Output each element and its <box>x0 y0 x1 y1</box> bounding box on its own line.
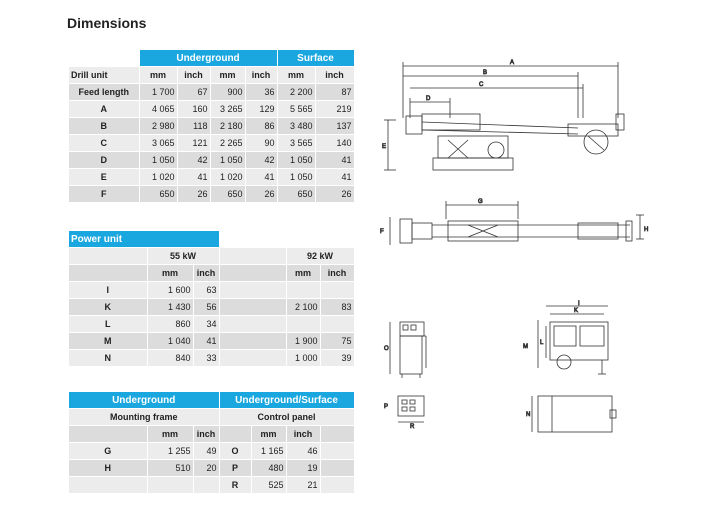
table-cell: 1 165 <box>251 443 286 460</box>
spacer-cell <box>219 333 286 350</box>
row-label: D <box>69 152 139 169</box>
table-cell: 90 <box>245 135 277 152</box>
row-label: G <box>69 443 147 460</box>
table-cell: 83 <box>320 299 354 316</box>
table-cell: 1 050 <box>139 152 177 169</box>
spacer-cell <box>320 443 354 460</box>
page-title: Dimensions <box>67 15 147 31</box>
table-row <box>69 169 354 186</box>
dim-label-n: N <box>526 412 531 418</box>
row-label: E <box>69 169 139 186</box>
row-label: L <box>69 316 147 333</box>
unit-inch: inch <box>320 265 354 282</box>
drill-top-view-drawing <box>378 195 658 255</box>
row-label: F <box>69 186 139 203</box>
unit-mm: mm <box>147 426 193 443</box>
table-cell: 42 <box>177 152 210 169</box>
table-cell: 39 <box>320 350 354 367</box>
table-cell: 2 180 <box>210 118 245 135</box>
table-cell: 1 050 <box>277 152 315 169</box>
table-cell: 860 <box>147 316 193 333</box>
row-label: C <box>69 135 139 152</box>
table-cell: 1 040 <box>147 333 193 350</box>
table-cell: 137 <box>315 118 354 135</box>
dim-label-o: O <box>384 346 389 352</box>
dim-label-e: E <box>382 144 387 150</box>
table-cell: 2 200 <box>277 84 315 101</box>
unit-inch: inch <box>286 426 320 443</box>
table-cell: 650 <box>210 186 245 203</box>
table-row <box>69 316 354 333</box>
dim-label-k: K <box>574 308 579 314</box>
spacer-cell <box>320 477 354 494</box>
table-row <box>69 186 354 203</box>
power-unit-front-drawing <box>518 300 628 380</box>
spacer-cell <box>320 460 354 477</box>
table-cell: 650 <box>277 186 315 203</box>
unit-inch: inch <box>193 426 219 443</box>
dim-label-c: C <box>479 82 484 88</box>
power-unit-top-drawing <box>518 392 628 438</box>
table3-group-header <box>69 392 354 409</box>
control-panel-top-drawing <box>382 390 432 430</box>
table-cell: 86 <box>245 118 277 135</box>
table-cell: 3 065 <box>139 135 177 152</box>
table-cell: 41 <box>315 152 354 169</box>
table-cell: 21 <box>286 477 320 494</box>
dim-label-a: A <box>510 60 515 66</box>
table-cell: 140 <box>315 135 354 152</box>
table-cell: 4 065 <box>139 101 177 118</box>
row-label: M <box>69 333 147 350</box>
table-cell <box>147 477 193 494</box>
table-cell: 42 <box>245 152 277 169</box>
table-row <box>69 101 354 118</box>
table-cell: 5 565 <box>277 101 315 118</box>
dim-label-r: R <box>410 424 415 430</box>
table-cell: 118 <box>177 118 210 135</box>
unit-header: inch <box>245 67 277 84</box>
group-underground-surface: Underground/Surface <box>219 392 354 409</box>
dim-label-g: G <box>478 199 483 205</box>
unit-header: inch <box>315 67 354 84</box>
table-row <box>69 118 354 135</box>
row-label: R <box>219 477 251 494</box>
sub-control-panel: Control panel <box>219 409 354 426</box>
table-row <box>69 443 354 460</box>
table-cell: 56 <box>193 299 219 316</box>
row-label: Drill unit <box>69 67 139 84</box>
spacer-cell <box>219 282 286 299</box>
table-cell: 26 <box>315 186 354 203</box>
table-cell: 1 020 <box>139 169 177 186</box>
table-cell: 2 100 <box>286 299 320 316</box>
table2-title-row <box>69 231 354 248</box>
table-cell <box>193 477 219 494</box>
table-row <box>69 67 354 84</box>
spacer-cell <box>219 350 286 367</box>
row-label: O <box>219 443 251 460</box>
table-cell: 129 <box>245 101 277 118</box>
table-cell <box>320 282 354 299</box>
drill-side-view-drawing <box>378 58 640 178</box>
row-label: N <box>69 350 147 367</box>
mounting-control-table <box>69 392 355 494</box>
table1-group-header <box>69 50 354 67</box>
table-cell: 219 <box>315 101 354 118</box>
table-cell: 2 265 <box>210 135 245 152</box>
table-row <box>69 460 354 477</box>
dim-label-m: M <box>523 344 528 350</box>
table-cell: 33 <box>193 350 219 367</box>
table-cell: 2 980 <box>139 118 177 135</box>
table-cell: 26 <box>177 186 210 203</box>
unit-header: mm <box>139 67 177 84</box>
table-row <box>69 84 354 101</box>
sub-mounting-frame: Mounting frame <box>69 409 219 426</box>
table-cell: 525 <box>251 477 286 494</box>
table-cell <box>320 316 354 333</box>
table-row <box>69 333 354 350</box>
spacer-cell <box>219 316 286 333</box>
sub-55kw: 55 kW <box>147 248 219 265</box>
table-cell: 20 <box>193 460 219 477</box>
unit-inch: inch <box>193 265 219 282</box>
table-row <box>69 350 354 367</box>
table-cell: 480 <box>251 460 286 477</box>
unit-header: inch <box>177 67 210 84</box>
table-cell: 87 <box>315 84 354 101</box>
table-cell: 41 <box>177 169 210 186</box>
dim-label-p: P <box>384 404 389 410</box>
table-row <box>69 477 354 494</box>
group-surface: Surface <box>277 50 354 67</box>
table-cell: 121 <box>177 135 210 152</box>
control-panel-front-drawing <box>382 318 432 380</box>
row-label: H <box>69 460 147 477</box>
dim-label-d: D <box>426 96 431 102</box>
table-cell: 3 565 <box>277 135 315 152</box>
table-cell: 41 <box>193 333 219 350</box>
table-cell: 900 <box>210 84 245 101</box>
table-cell: 67 <box>177 84 210 101</box>
dim-label-i: I <box>578 301 580 307</box>
spacer-cell <box>219 299 286 316</box>
table-cell: 36 <box>245 84 277 101</box>
unit-header: mm <box>210 67 245 84</box>
group-underground: Underground <box>69 392 219 409</box>
sub-92kw: 92 kW <box>286 248 354 265</box>
table-cell: 26 <box>245 186 277 203</box>
table-cell: 49 <box>193 443 219 460</box>
table-row <box>69 135 354 152</box>
row-label: B <box>69 118 139 135</box>
table-cell: 1 050 <box>277 169 315 186</box>
table-cell: 1 430 <box>147 299 193 316</box>
row-label: P <box>219 460 251 477</box>
table-cell: 840 <box>147 350 193 367</box>
drill-unit-table <box>69 50 355 203</box>
table-cell: 41 <box>315 169 354 186</box>
table-cell: 3 265 <box>210 101 245 118</box>
dim-label-l: L <box>540 340 544 346</box>
power-unit-table <box>69 231 355 367</box>
dim-label-b: B <box>483 70 488 76</box>
unit-mm: mm <box>147 265 193 282</box>
table-row <box>69 282 354 299</box>
table-cell: 63 <box>193 282 219 299</box>
table-cell: 510 <box>147 460 193 477</box>
group-underground: Underground <box>139 50 277 67</box>
row-label: Feed length <box>69 84 139 101</box>
table-cell: 1 000 <box>286 350 320 367</box>
table-cell: 650 <box>139 186 177 203</box>
table-cell: 1 900 <box>286 333 320 350</box>
table-cell: 1 050 <box>210 152 245 169</box>
unit-header: mm <box>277 67 315 84</box>
unit-mm: mm <box>286 265 320 282</box>
row-label: I <box>69 282 147 299</box>
dim-label-f: F <box>380 229 384 235</box>
table-row <box>69 299 354 316</box>
row-label: A <box>69 101 139 118</box>
table-cell: 1 255 <box>147 443 193 460</box>
table-cell: 3 480 <box>277 118 315 135</box>
table-cell <box>286 316 320 333</box>
row-label: K <box>69 299 147 316</box>
table-cell <box>286 282 320 299</box>
table-cell: 19 <box>286 460 320 477</box>
table-cell: 1 600 <box>147 282 193 299</box>
table-cell: 1 020 <box>210 169 245 186</box>
table-cell: 34 <box>193 316 219 333</box>
table-cell: 75 <box>320 333 354 350</box>
table-row <box>69 152 354 169</box>
table-cell: 1 700 <box>139 84 177 101</box>
dim-label-h: H <box>644 227 649 233</box>
table-cell: 41 <box>245 169 277 186</box>
table-cell: 46 <box>286 443 320 460</box>
table-cell: 160 <box>177 101 210 118</box>
row-label <box>69 477 147 494</box>
unit-mm: mm <box>251 426 286 443</box>
power-unit-title: Power unit <box>69 231 219 248</box>
